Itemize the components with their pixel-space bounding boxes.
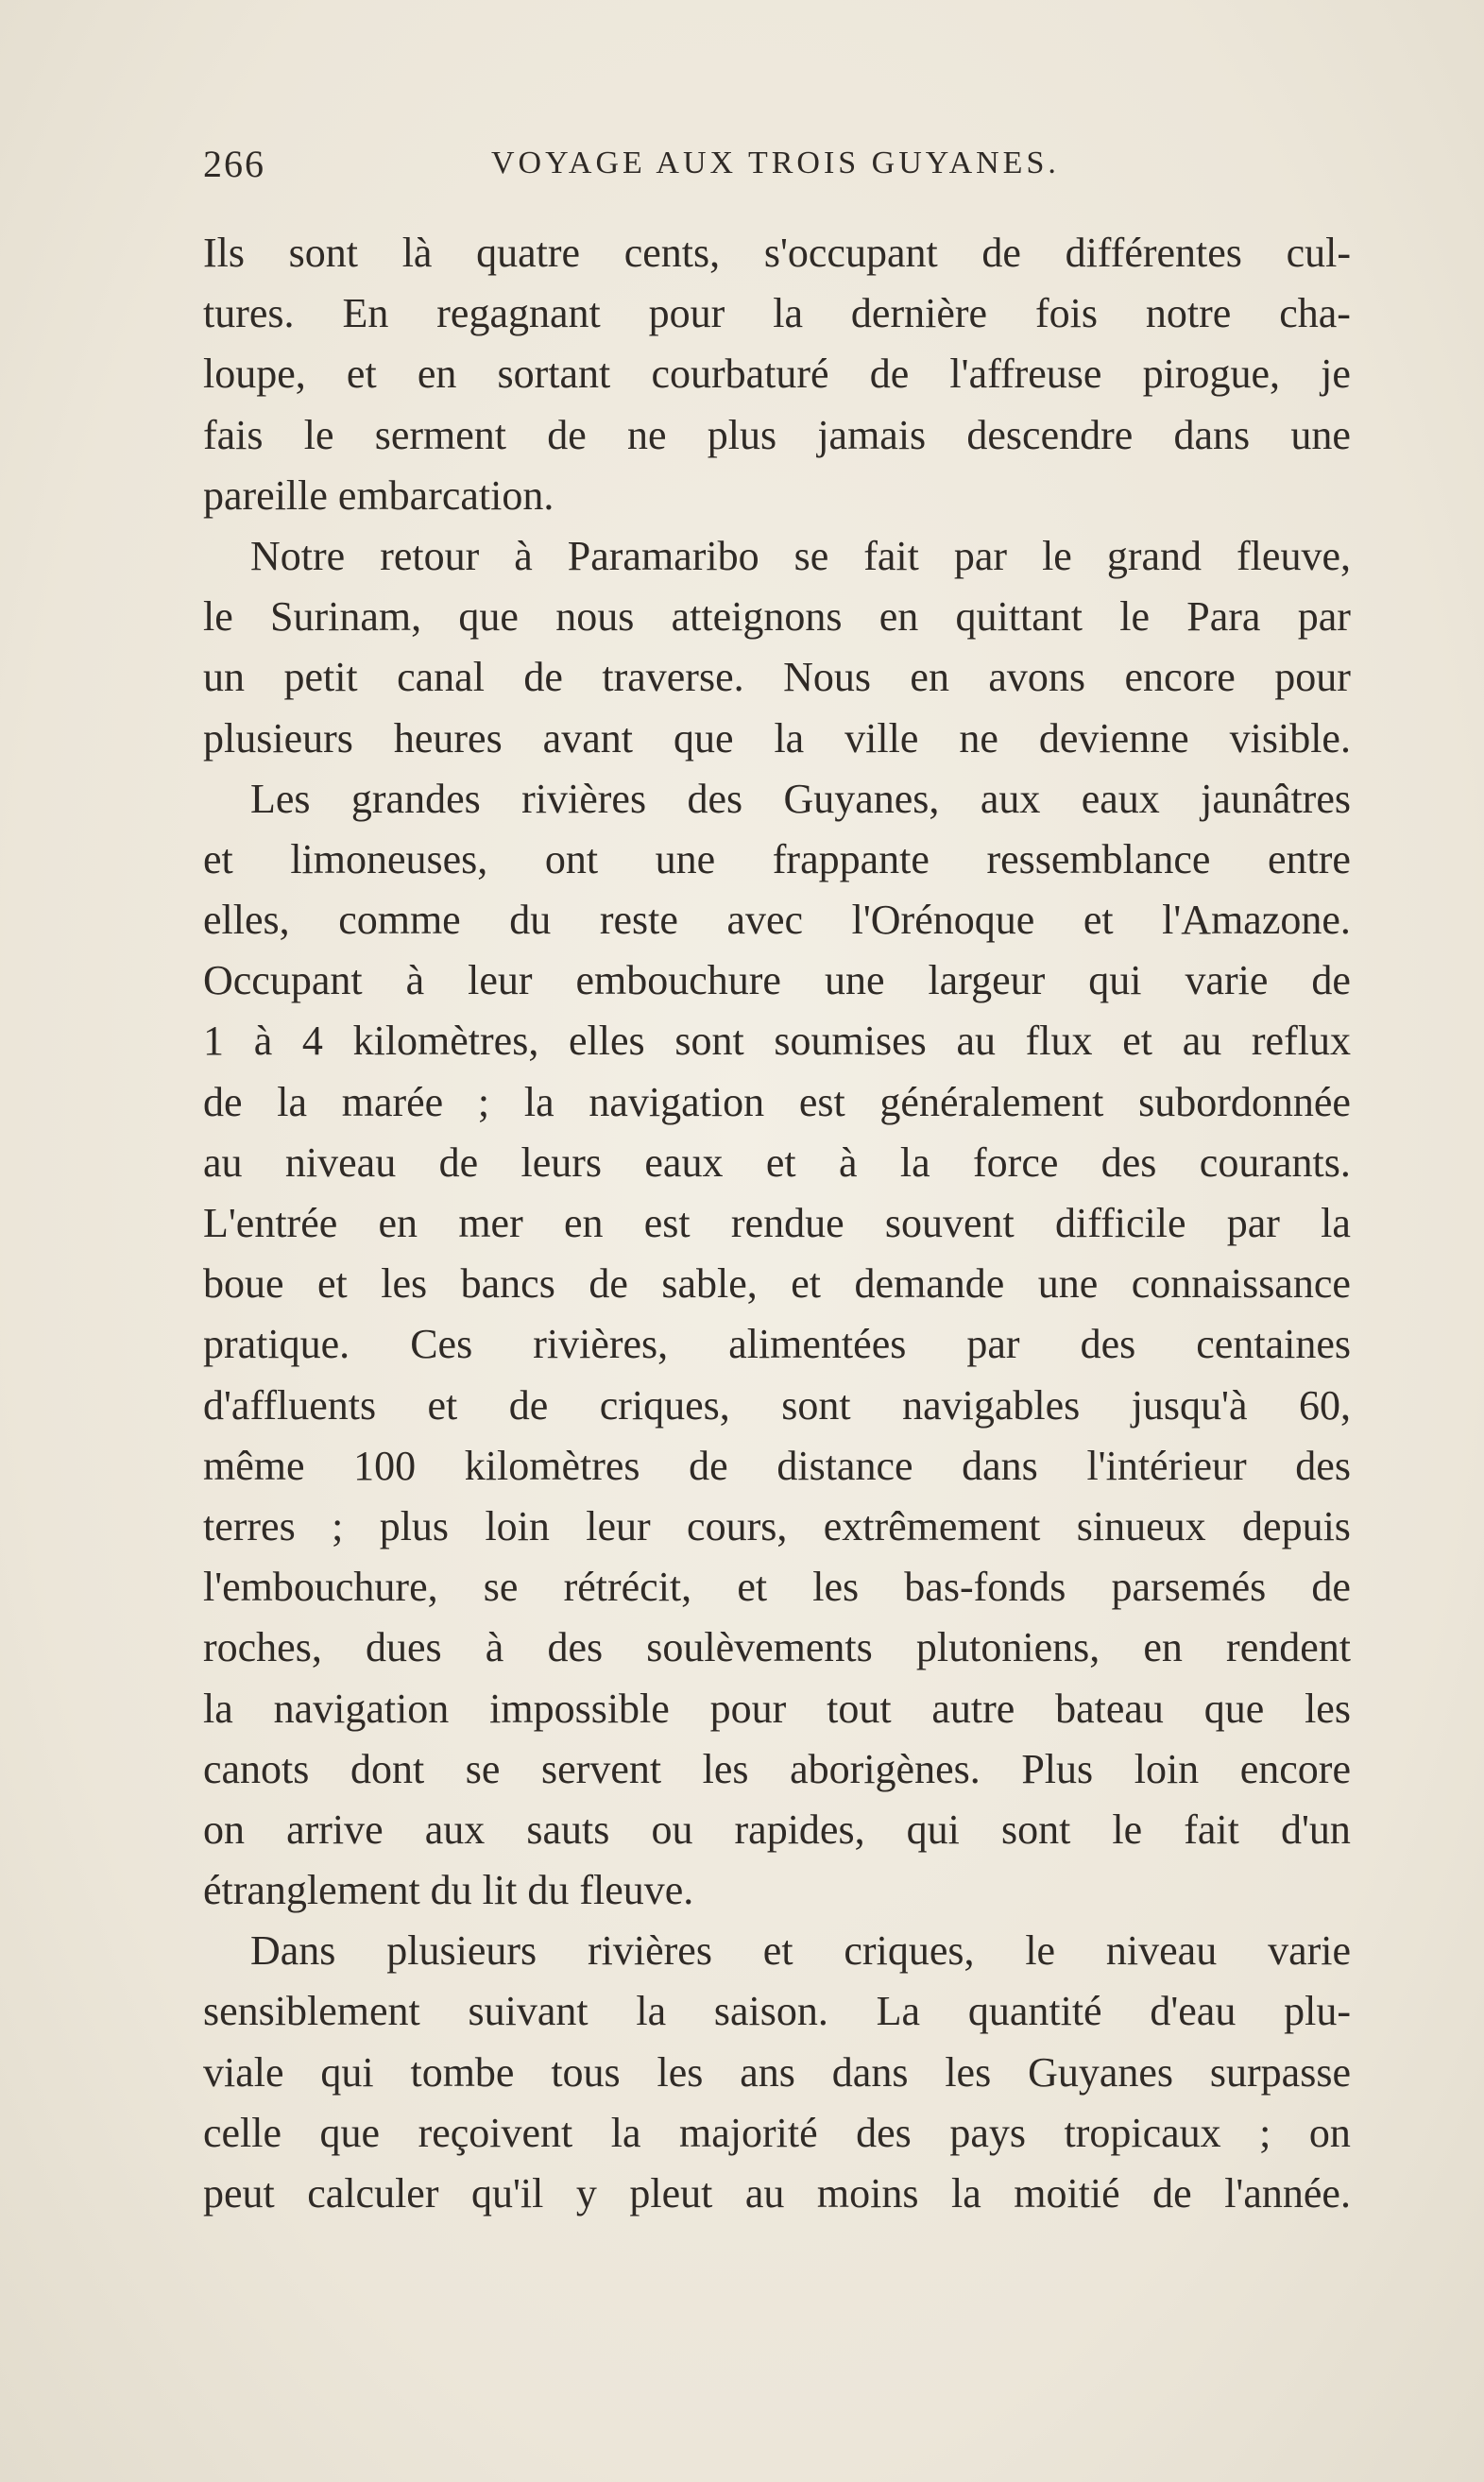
text-line: même 100 kilomètres de distance dans l'intérieur des xyxy=(203,1442,1351,1489)
text-line: canots dont se servent les aborigènes. Plus loin encore xyxy=(203,1745,1351,1792)
text-line: tures. En regagnant pour la dernière fois notre cha- xyxy=(203,290,1351,337)
text-line: Occupant à leur embouchure une largeur qui varie de xyxy=(203,957,1351,1004)
running-title: VOYAGE AUX TROIS GUYANES. xyxy=(491,145,1060,180)
text-line: on arrive aux sauts ou rapides, qui sont le fait d'un xyxy=(203,1806,1351,1853)
text-line: terres ; plus loin leur cours, extrêmement sinueux depuis xyxy=(203,1502,1351,1549)
text-line: au niveau de leurs eaux et à la force des courants. xyxy=(203,1138,1351,1186)
text-line: pratique. Ces rivières, alimentées par des centaines xyxy=(203,1321,1351,1368)
text-line: d'affluents et de criques, sont navigables jusqu'à 60, xyxy=(203,1381,1351,1429)
body-text xyxy=(203,223,1351,2224)
text-line: Notre retour à Paramaribo se fait par le grand fleuve, xyxy=(250,532,1351,579)
page-header xyxy=(203,142,1356,198)
text-line: étranglement du lit du fleuve. xyxy=(203,1867,694,1914)
text-line: roches, dues à des soulèvements plutoniens, en rendent xyxy=(203,1624,1351,1671)
text-line: L'entrée en mer en est rendue souvent difficile par la xyxy=(203,1200,1351,1246)
text-line: Les grandes rivières des Guyanes, aux eaux jaunâtres xyxy=(250,775,1351,822)
text-line: un petit canal de traverse. Nous en avons encore pour xyxy=(203,654,1351,701)
text-line: et limoneuses, ont une frappante ressemblance entre xyxy=(203,835,1351,882)
text-line: le Surinam, que nous atteignons en quittant le Para par xyxy=(203,593,1351,641)
text-line: elles, comme du reste avec l'Orénoque et l'Amazone. xyxy=(203,897,1351,944)
text-line: l'embouchure, se rétrécit, et les bas-fonds parsemés de xyxy=(203,1564,1351,1611)
text-line: loupe, et en sortant courbaturé de l'affreuse pirogue, je xyxy=(203,351,1351,398)
text-line: peut calculer qu'il y pleut au moins la moitié de l'année. xyxy=(203,2170,1351,2217)
text-line: Dans plusieurs rivières et criques, le niveau varie xyxy=(250,1927,1351,1975)
text-line: celle que reçoivent la majorité des pays tropicaux ; on xyxy=(203,2109,1351,2156)
text-line: la navigation impossible pour tout autre bateau que les xyxy=(203,1685,1351,1732)
text-line: boue et les bancs de sable, et demande une connaissance xyxy=(203,1260,1351,1308)
text-line: 1 à 4 kilomètres, elles sont soumises au flux et au reflux xyxy=(203,1018,1351,1065)
text-line: fais le serment de ne plus jamais descendre dans une xyxy=(203,411,1351,458)
text-line: de la marée ; la navigation est généralement subordonnée xyxy=(203,1078,1351,1125)
text-line: Ils sont là quatre cents, s'occupant de différentes cul- xyxy=(203,230,1351,276)
text-line: viale qui tombe tous les ans dans les Guyanes surpasse xyxy=(203,2048,1351,2096)
text-line: sensiblement suivant la saison. La quantité d'eau plu- xyxy=(203,1988,1351,2035)
page-number: 266 xyxy=(203,143,265,185)
text-line: pareille embarcation. xyxy=(203,471,554,519)
text-line: plusieurs heures avant que la ville ne devienne visible. xyxy=(203,714,1351,762)
